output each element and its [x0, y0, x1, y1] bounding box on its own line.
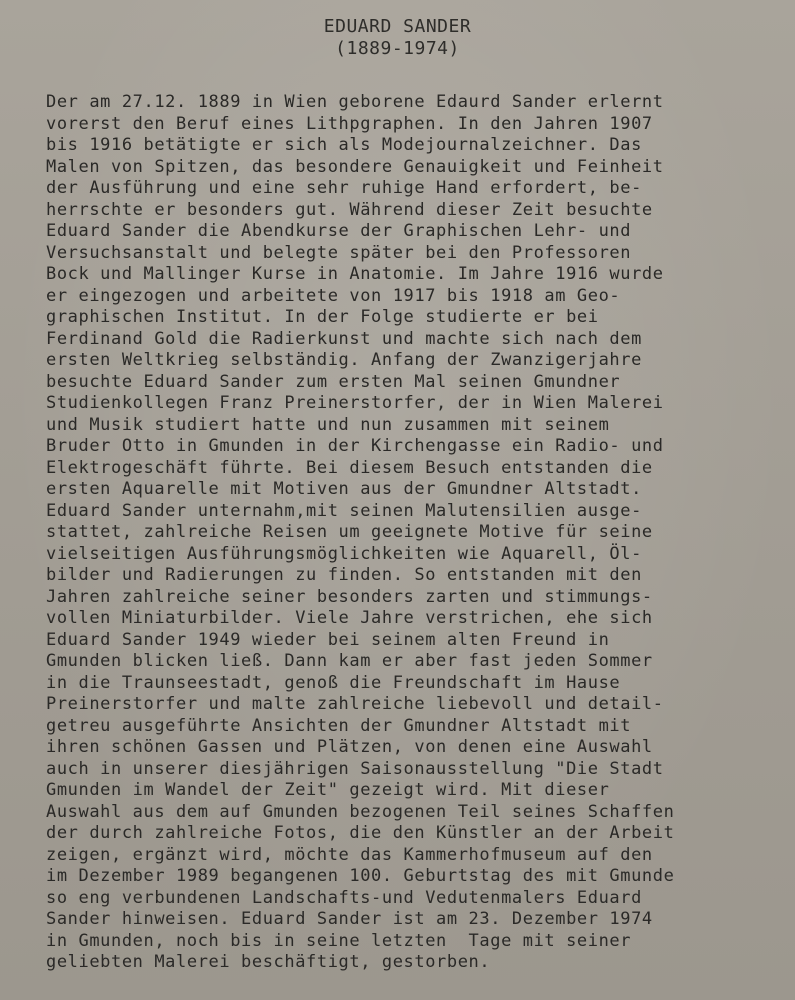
text-line: Der am 27.12. 1889 in Wien geborene Edaurd Sander erlernt [46, 92, 664, 112]
text-line: Studienkollegen Franz Preinerstorfer, der in Wien Malerei [46, 393, 664, 413]
text-line: vielseitigen Ausführungsmöglichkeiten wie Aquarell, Öl- [46, 543, 642, 564]
text-line: Bock und Mallinger Kurse in Anatomie. Im Jahre 1916 wurde [46, 264, 664, 284]
life-dates: (1889-1974) [335, 38, 460, 59]
text-line: Elektrogeschäft führte. Bei diesem Besuch entstanden die [46, 457, 653, 478]
text-line: besuchte Eduard Sander zum ersten Mal seinen Gmundner [46, 371, 621, 392]
text-line: in Gmunden, noch bis in seine letzten Tage mit seiner [46, 930, 632, 951]
text-line: Eduard Sander unternahm,mit seinen Malutensilien ausge- [46, 500, 642, 521]
text-line: getreu ausgeführte Ansichten der Gmundner Altstadt mit [46, 715, 632, 736]
text-line: so eng verbundenen Landschafts-und Vedutenmalers Eduard [46, 887, 642, 908]
text-line: ihren schönen Gassen und Plätzen, von denen eine Auswahl [46, 737, 653, 757]
text-line: Auswahl aus dem auf Gmunden bezogenen Teil seines Schaffen [46, 801, 675, 822]
text-line: der durch zahlreiche Fotos, die den Künstler an der Arbeit [46, 823, 675, 843]
text-line: Versuchsanstalt und belegte später bei den Professoren [46, 242, 632, 263]
text-line: Gmunden im Wandel der Zeit" gezeigt wird. Mit dieser [46, 780, 610, 800]
text-line: ersten Weltkrieg selbständig. Anfang der Zwanzigerjahre [46, 350, 642, 370]
text-line: Gmunden blicken ließ. Dann kam er aber fast jeden Sommer [46, 651, 653, 671]
text-line: in die Traunseestadt, genoß die Freundschaft im Hause [46, 672, 621, 693]
page-title: EDUARD SANDER [323, 16, 472, 37]
text-line: auch in unserer diesjährigen Saisonausstellung "Die Stadt [46, 758, 664, 779]
text-line: im Dezember 1989 begangenen 100. Geburtstag des mit Gmunde [46, 866, 675, 886]
text-line: Sander hinweisen. Eduard Sander ist am 23. Dezember 1974 [46, 909, 653, 929]
text-line: Eduard Sander die Abendkurse der Graphischen Lehr- und [46, 221, 632, 241]
text-line: graphischen Institut. In der Folge studierte er bei [46, 307, 599, 327]
text-line: Preinerstorfer und malte zahlreiche liebevoll und detail- [46, 694, 664, 714]
text-line: zeigen, ergänzt wird, möchte das Kammerhofmuseum auf den [46, 844, 653, 865]
text-line: ersten Aquarelle mit Motiven aus der Gmundner Altstadt. [46, 479, 642, 499]
text-line: der Ausführung und eine sehr ruhige Hand erfordert, be- [46, 178, 642, 198]
text-line: herrschte er besonders gut. Während dieser Zeit besuchte [46, 199, 653, 220]
biography-text [46, 92, 791, 972]
text-line: Bruder Otto in Gmunden in der Kirchengasse ein Radio- und [46, 436, 664, 456]
text-line: er eingezogen und arbeitete von 1917 bis 1918 am Geo- [46, 285, 621, 306]
text-line: Eduard Sander 1949 wieder bei seinem alten Freund in [46, 629, 610, 650]
text-line: stattet, zahlreiche Reisen um geeignete Motive für seine [46, 522, 653, 542]
text-line: bilder und Radierungen zu finden. So entstanden mit den [46, 565, 642, 585]
text-line: geliebten Malerei beschäftigt, gestorben. [46, 952, 491, 972]
text-line: Jahren zahlreiche seiner besonders zarten und stimmungs- [46, 586, 653, 607]
text-line: Malen von Spitzen, das besondere Genauigkeit und Feinheit [46, 156, 664, 177]
text-line: Ferdinand Gold die Radierkunst und machte sich nach dem [46, 328, 642, 349]
text-line: bis 1916 betätigte er sich als Modejournalzeichner. Das [46, 135, 642, 155]
text-line: vorerst den Beruf eines Lithpgraphen. In den Jahren 1907 [46, 113, 653, 134]
text-line: und Musik studiert hatte und nun zusammen mit seinem [46, 414, 610, 435]
text-line: vollen Miniaturbilder. Viele Jahre verstrichen, ehe sich [46, 608, 653, 628]
